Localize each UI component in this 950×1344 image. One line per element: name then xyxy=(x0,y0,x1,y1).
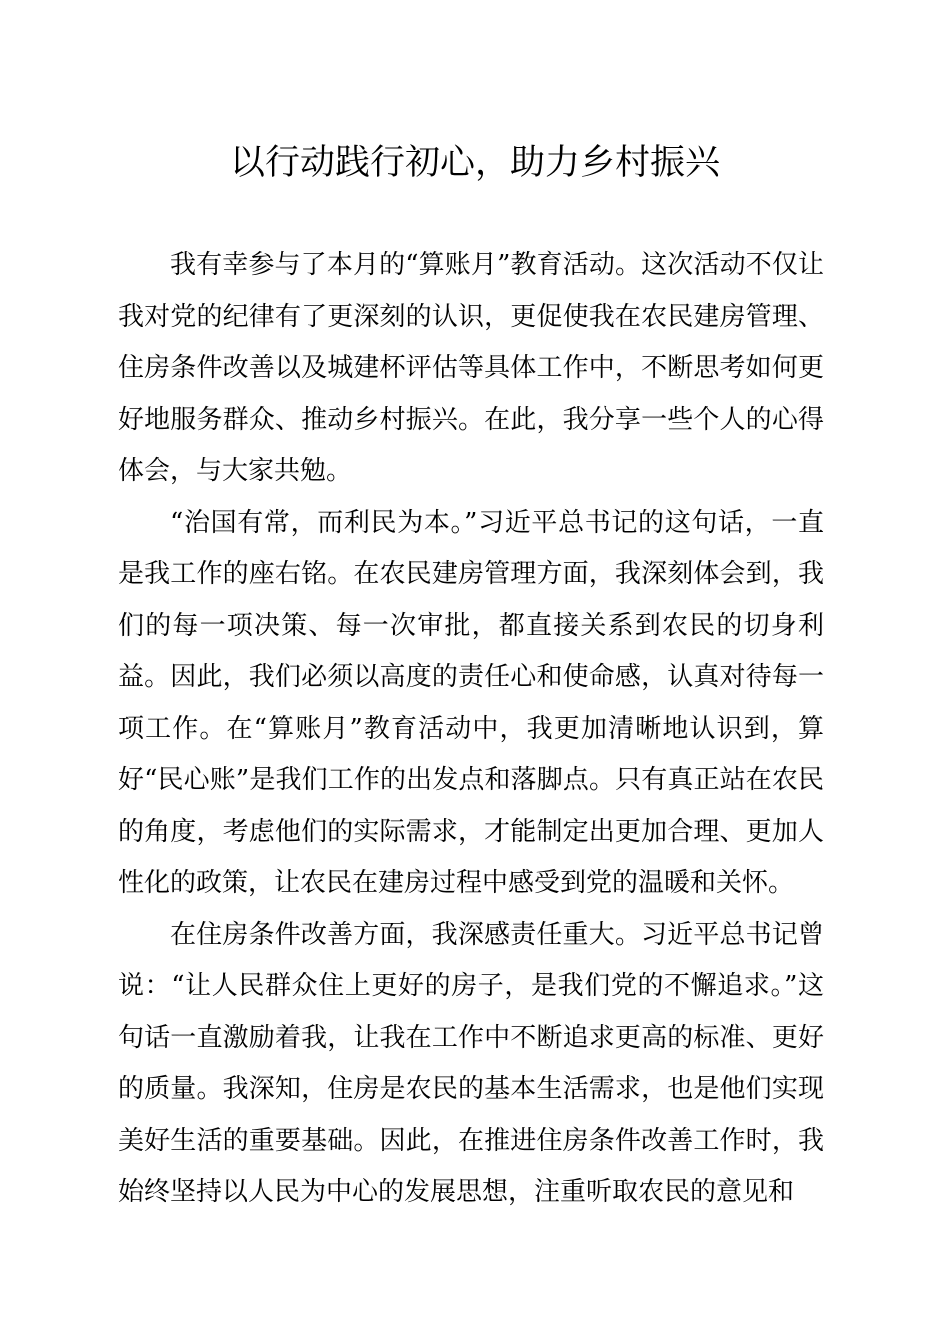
paragraph: 在住房条件改善方面，我深感责任重大。习近平总书记曾说：“让人民群众住上更好的房子，是我们党的不懈追求。”这句话一直激励着我，让我在工作中不断追求更高的标准、更好的质量。我深知，住房是农民的基本生活需求，也是他们实现美好生活的重要基础。因此，在推进住房条件改善工作时，我始终坚持以人民为中心的发展思想，注重听取农民的意见和 xyxy=(118,919,824,1207)
paragraph: 我有幸参与了本月的“算账月”教育活动。这次活动不仅让我对党的纪律有了更深刻的认识，更促使我在农民建房管理、住房条件改善以及城建杯评估等具体工作中，不断思考如何更好地服务群众、推动乡村振兴。在此，我分享一些个人的心得体会，与大家共勉。 xyxy=(118,250,824,486)
paragraph: “治国有常，而利民为本。”习近平总书记的这句话，一直是我工作的座右铭。在农民建房管理方面，我深刻体会到，我们的每一项决策、每一次审批，都直接关系到农民的切身利益。因此，我们必须以高度的责任心和使命感，认真对待每一项工作。在“算账月”教育活动中，我更加清晰地认识到，算好“民心账”是我们工作的出发点和落脚点。只有真正站在农民的角度，考虑他们的实际需求，才能制定出更加合理、更加人性化的政策，让农民在建房过程中感受到党的温暖和关怀。 xyxy=(118,507,824,898)
document-body xyxy=(118,240,824,1219)
document-title: 以行动践行初心，助力乡村振兴 xyxy=(229,143,720,183)
